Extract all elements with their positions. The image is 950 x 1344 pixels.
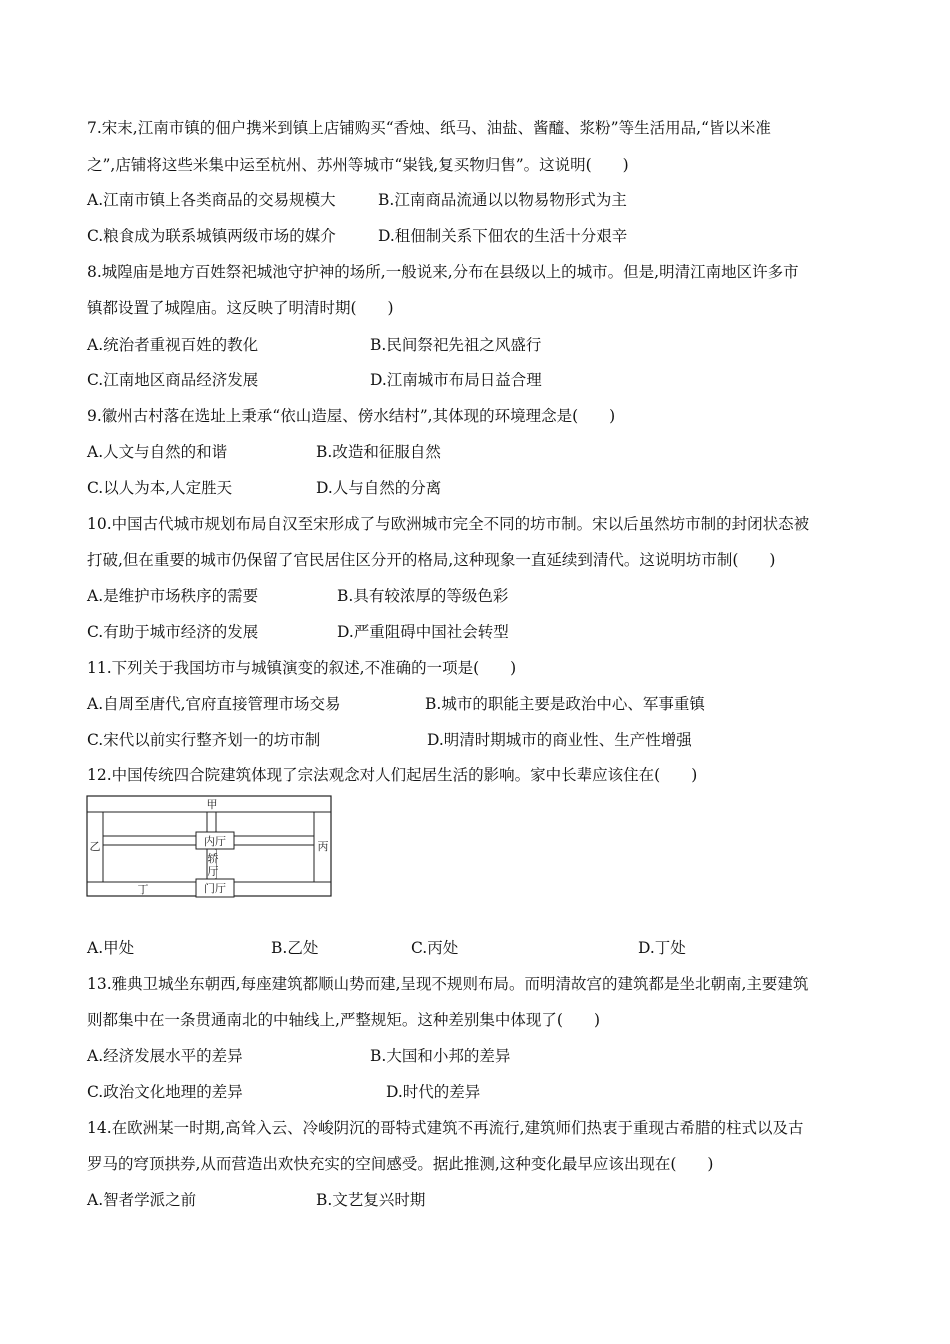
q12-stem-line-1: 12.中国传统四合院建筑体现了宗法观念对人们起居生活的影响。家中长辈应该住在( )	[87, 766, 698, 784]
q7-stem-line-2: 之”,店铺将这些米集中运至杭州、苏州等城市“粜钱,复买物归售”。这说明( )	[87, 156, 629, 174]
q10-option-d: D.严重阻碍中国社会转型	[337, 623, 509, 641]
q13-stem-line-1: 13.雅典卫城坐东朝西,每座建筑都顺山势而建,呈现不规则布局。而明清故宫的建筑都是坐北朝南,主要建筑	[87, 975, 809, 993]
q12-option-c: C.丙处	[411, 939, 459, 957]
q11-option-d: D.明清时期城市的商业性、生产性增强	[427, 731, 692, 749]
q10-stem-line-1: 10.中国古代城市规划布局自汉至宋形成了与欧洲城市完全不同的坊市制。宋以后虽然坊市制的封闭状态被	[87, 515, 810, 533]
q11-stem-line-1: 11.下列关于我国坊市与城镇演变的叙述,不准确的一项是( )	[87, 659, 517, 677]
q9-option-c: C.以人为本,人定胜天	[87, 479, 233, 497]
q14-option-a: A.智者学派之前	[87, 1191, 197, 1209]
q12-option-d: D.丁处	[638, 939, 686, 957]
q8-stem-line-1: 8.城隍庙是地方百姓祭祀城池守护神的场所,一般说来,分布在县级以上的城市。但是,明清江南地区许多市	[87, 263, 799, 281]
q7-option-c: C.粮食成为联系城镇两级市场的媒介	[87, 227, 336, 245]
courtyard-diagram	[86, 795, 334, 901]
q13-option-b: B.大国和小邦的差异	[370, 1047, 511, 1065]
q10-option-a: A.是维护市场秩序的需要	[87, 587, 259, 605]
q13-option-a: A.经济发展水平的差异	[87, 1047, 243, 1065]
q10-option-b: B.具有较浓厚的等级色彩	[337, 587, 509, 605]
q13-stem-line-2: 则都集中在一条贯通南北的中轴线上,严整规矩。这种差别集中体现了( )	[87, 1011, 601, 1029]
q13-option-c: C.政治文化地理的差异	[87, 1083, 243, 1101]
q9-option-a: A.人文与自然的和谐	[87, 443, 228, 461]
q8-stem-line-2: 镇都设置了城隍庙。这反映了明清时期( )	[87, 299, 394, 317]
q8-option-c: C.江南地区商品经济发展	[87, 371, 259, 389]
q8-option-d: D.江南城市布局日益合理	[370, 371, 542, 389]
q11-option-a: A.自周至唐代,官府直接管理市场交易	[87, 695, 341, 713]
q7-option-a: A.江南市镇上各类商品的交易规模大	[87, 191, 336, 209]
q14-option-b: B.文艺复兴时期	[316, 1191, 426, 1209]
q11-option-b: B.城市的职能主要是政治中心、军事重镇	[425, 695, 705, 713]
q11-option-c: C.宋代以前实行整齐划一的坊市制	[87, 731, 321, 749]
q12-option-a: A.甲处	[87, 939, 135, 957]
label-bing: 丙	[317, 840, 329, 853]
courtyard-diagram-svg	[86, 795, 334, 901]
label-ding: 丁	[137, 883, 149, 896]
q10-stem-line-2: 打破,但在重要的城市仍保留了官民居住区分开的格局,这种现象一直延续到清代。这说明坊市制( )	[87, 551, 776, 569]
label-sedan-1: 轿	[207, 852, 219, 865]
q14-stem-line-1: 14.在欧洲某一时期,高耸入云、冷峻阴沉的哥特式建筑不再流行,建筑师们热衷于重现古希腊的柱式以及古	[87, 1119, 804, 1137]
label-gate-hall: 门厅	[204, 882, 226, 895]
q7-option-d: D.租佃制关系下佃农的生活十分艰辛	[378, 227, 628, 245]
q9-stem-line-1: 9.徽州古村落在选址上秉承“依山造屋、傍水结村”,其体现的环境理念是( )	[87, 407, 616, 425]
label-sedan-2: 厅	[207, 865, 219, 878]
q9-option-b: B.改造和征服自然	[316, 443, 441, 461]
q7-option-b: B.江南商品流通以以物易物形式为主	[378, 191, 627, 209]
q13-option-d: D.时代的差异	[386, 1083, 481, 1101]
label-jia: 甲	[206, 798, 218, 811]
label-inner-hall: 内厅	[204, 835, 226, 848]
q7-stem-line-1: 7.宋末,江南市镇的佃户携米到镇上店铺购买“香烛、纸马、油盐、酱醯、浆粉”等生活用品,“皆以米准	[87, 119, 771, 137]
q8-option-b: B.民间祭祀先祖之风盛行	[370, 336, 542, 354]
q12-option-b: B.乙处	[271, 939, 319, 957]
q8-option-a: A.统治者重视百姓的教化	[87, 336, 259, 354]
q14-stem-line-2: 罗马的穹顶拱券,从而营造出欢快充实的空间感受。据此推测,这种变化最早应该出现在( )	[87, 1155, 714, 1173]
label-yi: 乙	[89, 840, 101, 853]
q9-option-d: D.人与自然的分离	[316, 479, 442, 497]
q10-option-c: C.有助于城市经济的发展	[87, 623, 259, 641]
